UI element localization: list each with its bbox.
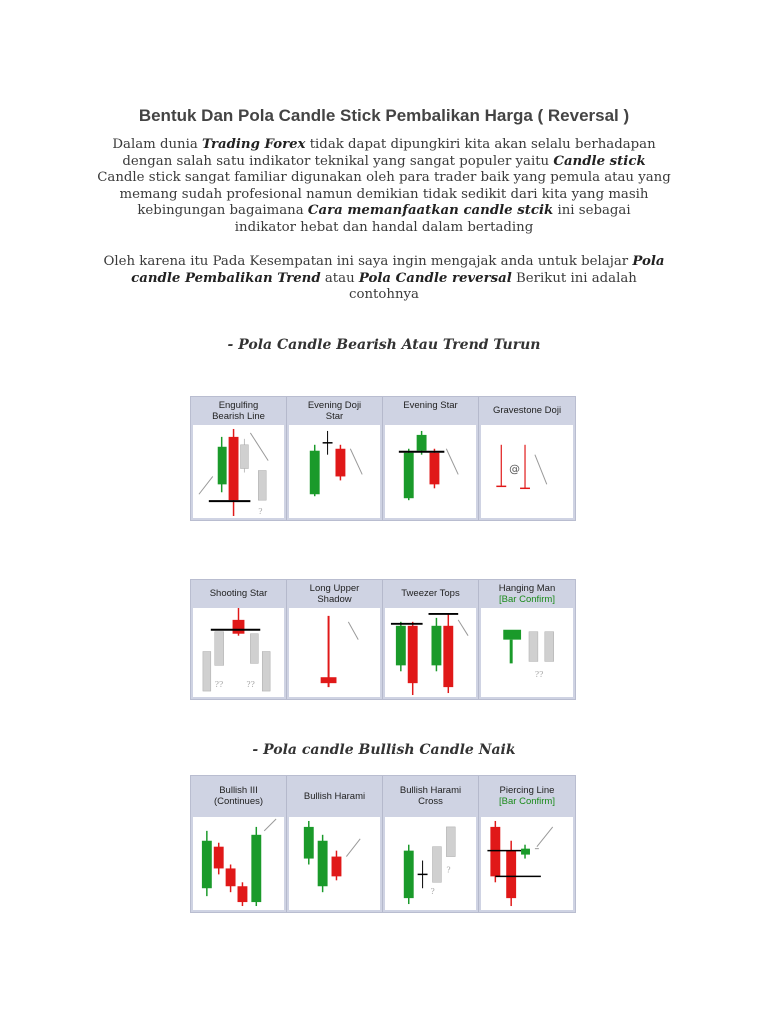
question-marks: ?? — [534, 670, 544, 680]
question-mark: ? — [258, 507, 263, 517]
bullish-pattern-panel — [190, 775, 576, 913]
pattern-drawing — [385, 817, 476, 910]
pattern-label: Evening Star — [403, 400, 458, 411]
pattern-sublabel: [Bar Confirm] — [499, 796, 555, 807]
pattern-label: Gravestone Doji — [492, 405, 562, 416]
section-heading-bearish: - Pola Candle Bearish Atau Trend Turun — [227, 337, 541, 353]
pattern-drawing — [385, 608, 476, 697]
pattern-tweezer-tops — [383, 580, 479, 699]
bearish-pattern-panel-2 — [190, 579, 576, 700]
pattern-evening-doji-star — [287, 397, 383, 520]
pattern-label: Evening Doji Star — [307, 399, 362, 422]
intro-paragraph: Dalam dunia Trading Forex tidak dapat dipungkiri kita akan selalu berhadapan dengan salah satu indikator teknikal yang sangat populer yaitu Candle stick Candle stick sangat familiar digunakan oleh para trader baik yang pemula atau yang memang sudah profesional namun demikian tidak sedikit dari kita yang masih kebingungan bagaimana Cara memanfaatkan candle stcik ini sebagai indikator hebat dan handal dalam bertading — [97, 137, 671, 235]
pattern-label-text: Bullish III — [219, 785, 258, 796]
pattern-engulfing-bearish — [191, 397, 287, 520]
question-mark: ? — [430, 887, 435, 897]
question-marks: ?? — [246, 680, 255, 690]
pattern-label-text-2: (Continues) — [213, 796, 264, 807]
pattern-drawing — [193, 425, 284, 518]
pattern-label-text: Hanging Man — [498, 582, 556, 594]
pattern-drawing — [385, 425, 476, 518]
question-marks: ?? — [214, 680, 224, 690]
question-mark: ? — [446, 865, 451, 875]
pattern-bullish-harami-cross — [383, 776, 479, 912]
pattern-label: Shooting Star — [209, 588, 268, 599]
pattern-long-upper-shadow — [287, 580, 383, 699]
pattern-label: Bullish Harami — [303, 790, 366, 802]
pattern-label: Bullish Harami Cross — [399, 785, 462, 807]
pattern-shooting-star — [191, 580, 287, 699]
pattern-label — [191, 776, 286, 816]
pattern-sublabel: [Bar Confirm] — [499, 593, 555, 605]
section-heading-bullish: - Pola candle Bullish Candle Naik — [252, 742, 516, 758]
pattern-bullish-harami — [287, 776, 383, 912]
page-title: Bentuk Dan Pola Candle Stick Pembalikan Harga ( Reversal ) — [138, 106, 630, 125]
pattern-drawing — [193, 608, 284, 697]
pattern-drawing — [193, 817, 284, 910]
pattern-drawing — [481, 608, 573, 697]
second-paragraph: Oleh karena itu Pada Kesempatan ini saya ingin mengajak anda untuk belajar Pola candle Pembalikan Trend atau Pola Candle reversal Berikut ini adalah contohnya — [103, 254, 665, 303]
pattern-drawing — [481, 425, 573, 518]
pattern-drawing — [289, 608, 380, 697]
pattern-label: Tweezer Tops — [401, 588, 460, 599]
pattern-bullish-iii — [191, 776, 287, 912]
at-symbol: @ — [509, 462, 521, 476]
pattern-evening-star — [383, 397, 479, 520]
pattern-drawing — [481, 817, 573, 910]
bearish-pattern-panel-1 — [190, 396, 576, 521]
pattern-drawing — [289, 817, 380, 910]
pattern-gravestone-doji — [479, 397, 575, 520]
pattern-label: Engulfing Bearish Line — [212, 399, 265, 422]
pattern-piercing-line — [479, 776, 575, 912]
pattern-drawing — [289, 425, 380, 518]
pattern-label-text: Piercing Line — [499, 785, 555, 796]
pattern-hanging-man — [479, 580, 575, 699]
pattern-label — [479, 776, 575, 816]
pattern-label — [479, 580, 575, 607]
pattern-label: Long Upper Shadow — [309, 582, 360, 605]
